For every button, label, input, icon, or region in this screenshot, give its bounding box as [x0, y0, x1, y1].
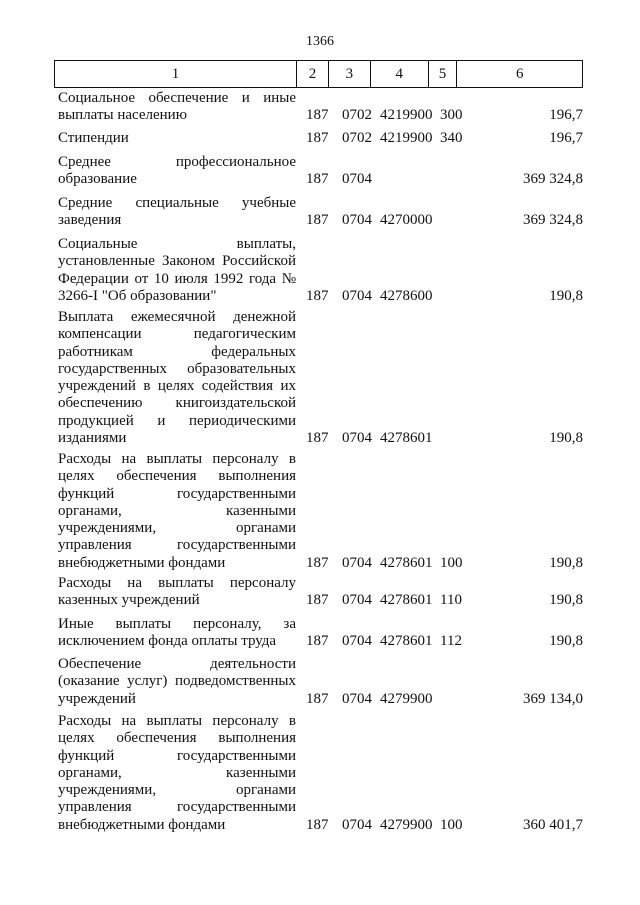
row-col-2: 187	[306, 816, 329, 833]
row-col-2: 187	[306, 212, 329, 229]
row-description: Стипендии	[58, 130, 129, 146]
row-col-6: 190,8	[549, 287, 583, 304]
row-col-2: 187	[306, 633, 329, 650]
row-col-3: 0704	[342, 633, 372, 650]
row-col-2: 187	[306, 287, 329, 304]
row-col-6: 190,8	[549, 430, 583, 447]
row-col-2: 187	[306, 554, 329, 571]
table-row	[58, 575, 583, 610]
row-col-6: 369 134,0	[523, 690, 583, 707]
row-col-2: 187	[306, 130, 329, 146]
row-col-6: 196,7	[549, 107, 583, 124]
header-col-3: 3	[329, 61, 371, 87]
row-col-2: 187	[306, 690, 329, 707]
row-col-4: 4278601	[380, 430, 433, 447]
row-col-3: 0704	[342, 816, 372, 833]
row-description: Средние специальные учебные заведения	[58, 195, 296, 229]
row-col-4: 4219900	[380, 107, 433, 124]
row-col-5: 100	[440, 816, 463, 833]
row-col-3: 0704	[342, 212, 372, 229]
row-col-2: 187	[306, 107, 329, 124]
row-col-3: 0704	[342, 554, 372, 571]
row-col-5: 112	[440, 633, 462, 650]
row-col-5: 300	[440, 107, 463, 124]
row-col-3: 0702	[342, 130, 372, 146]
header-col-2: 2	[297, 61, 329, 87]
page-number: 1366	[306, 34, 334, 49]
table-row	[58, 236, 583, 305]
row-col-3: 0704	[342, 690, 372, 707]
header-col-1: 1	[55, 61, 297, 87]
table-row	[58, 309, 583, 447]
row-col-6: 190,8	[549, 633, 583, 650]
row-description: Расходы на выплаты персоналу казенных учреждений	[58, 575, 296, 609]
table-row	[58, 90, 583, 125]
row-col-4: 4278600	[380, 287, 433, 304]
table-row	[58, 130, 583, 147]
row-col-3: 0702	[342, 107, 372, 124]
row-col-3: 0704	[342, 592, 372, 609]
row-col-5: 100	[440, 554, 463, 571]
table-row	[58, 616, 583, 651]
row-description: Расходы на выплаты персоналу в целях обеспечения выполнения функций государственными органами, казенными учреждениями, органами управления государственными внебюджетными фондами	[58, 451, 296, 571]
row-col-6: 190,8	[549, 554, 583, 571]
table-row	[58, 451, 583, 572]
header-col-4: 4	[371, 61, 429, 87]
row-col-3: 0704	[342, 171, 372, 188]
row-col-4: 4279900	[380, 690, 433, 707]
row-col-6: 190,8	[549, 592, 583, 609]
row-col-3: 0704	[342, 430, 372, 447]
row-col-3: 0704	[342, 287, 372, 304]
row-col-4: 4278601	[380, 554, 433, 571]
row-col-4: 4278601	[380, 633, 433, 650]
header-col-5: 5	[429, 61, 458, 87]
row-description: Иные выплаты персоналу, за исключением фонда оплаты труда	[58, 616, 296, 650]
row-col-6: 369 324,8	[523, 212, 583, 229]
row-col-4: 4270000	[380, 212, 433, 229]
row-col-6: 369 324,8	[523, 171, 583, 188]
table-row	[58, 656, 583, 708]
row-col-2: 187	[306, 430, 329, 447]
row-col-2: 187	[306, 592, 329, 609]
row-description: Социальные выплаты, установленные Законом Российской Федерации от 10 июля 1992 года № 3266-I "Об образовании"	[58, 236, 296, 304]
header-col-6: 6	[515, 66, 524, 82]
row-col-5: 340	[440, 130, 463, 146]
row-col-4: 4279900	[380, 816, 433, 833]
table-row	[58, 154, 583, 189]
row-col-6: 196,7	[549, 130, 583, 146]
row-description: Обеспечение деятельности (оказание услуг) подведомственных учреждений	[58, 656, 296, 707]
row-description: Среднее профессиональное образование	[58, 154, 296, 188]
row-col-2: 187	[306, 171, 329, 188]
row-col-5: 110	[440, 592, 462, 609]
table-row	[58, 713, 583, 834]
table-header	[54, 60, 583, 88]
row-col-6: 360 401,7	[523, 816, 583, 833]
row-description: Социальное обеспечение и иные выплаты населению	[58, 90, 296, 124]
row-description: Расходы на выплаты персоналу в целях обеспечения выполнения функций государственными органами, казенными учреждениями, органами управления государственными внебюджетными фондами	[58, 713, 296, 833]
table-row	[58, 195, 583, 230]
row-col-4: 4219900	[380, 130, 433, 146]
row-col-4: 4278601	[380, 592, 433, 609]
row-description: Выплата ежемесячной денежной компенсации педагогическим работникам федеральных государственных образовательных учреждений в целях содействия их обеспечению книгоиздательской продукцией и периодическими изданиями	[58, 309, 296, 447]
